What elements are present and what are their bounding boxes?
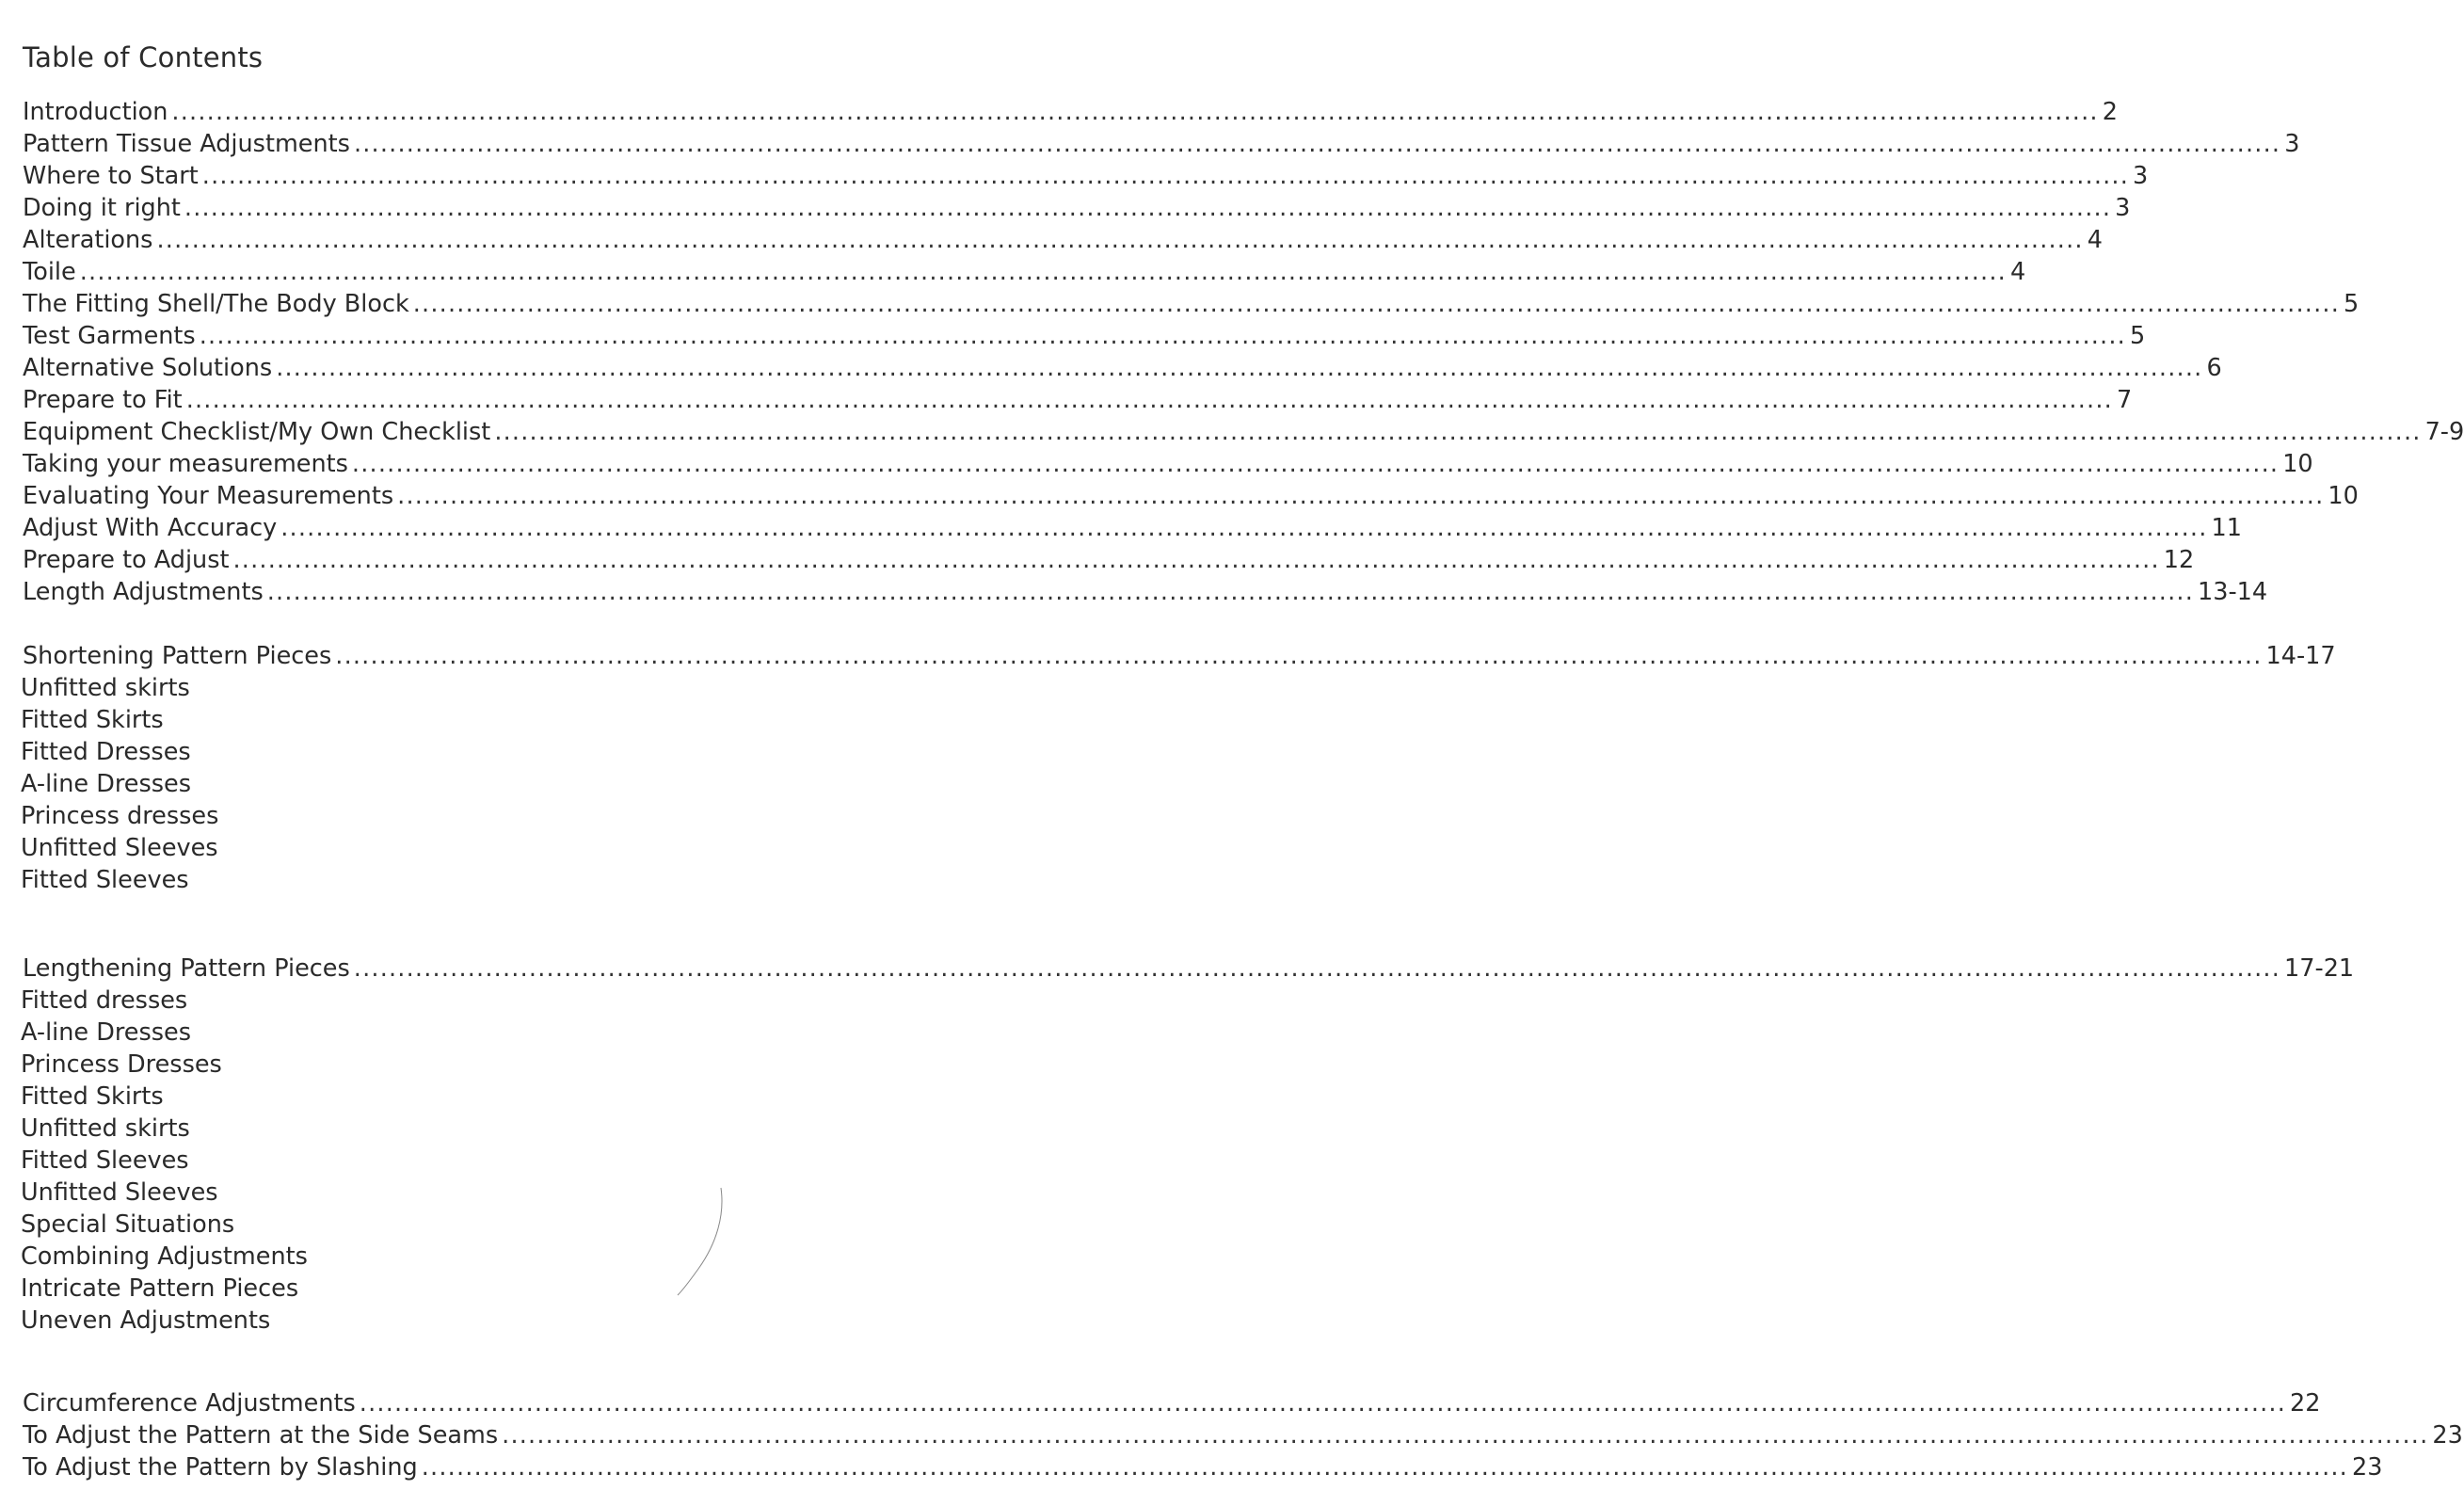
toc-leader-dots: ............................................................................................................................................................................................................................ [397,482,2325,510]
toc-entry-page: 7 [2116,386,2133,414]
toc-entry [23,289,2360,319]
toc-entry-label: Test Garments [23,322,196,350]
toc-subentry: Uneven Adjustments [21,1306,271,1335]
toc-entry-label: Lengthening Pattern Pieces [23,954,350,983]
toc-entry [23,225,2103,255]
toc-subentry: Unfitted Sleeves [21,834,218,862]
toc-entry-label: Taking your measurements [23,450,348,478]
page-title: Table of Contents [23,41,264,73]
toc-subentry: Fitted Sleeves [21,866,189,894]
toc-entry [23,129,2300,159]
toc-entry-label: To Adjust the Pattern by Slashing [23,1453,418,1482]
toc-leader-dots: ............................................................................................................................................................................................................................ [351,450,2280,478]
toc-entry-label: Where to Start [23,162,199,190]
toc-entry-page: 11 [2211,514,2242,542]
toc-entry-page: 4 [2087,226,2103,254]
toc-entry [23,257,2026,287]
toc-leader-dots: ............................................................................................................................................................................................................................ [335,642,2263,670]
toc-entry-page: 17-21 [2284,954,2355,983]
toc-leader-dots: ............................................................................................................................................................................................................................ [201,162,2130,190]
toc-entry-page: 5 [2344,290,2360,318]
toc-entry-label: To Adjust the Pattern at the Side Seams [23,1421,499,1450]
toc-entry [23,1420,2463,1450]
toc-entry [23,953,2355,984]
toc-leader-dots: ............................................................................................................................................................................................................................ [276,354,2203,382]
toc-entry-label: The Fitting Shell/The Body Block [23,290,409,318]
toc-leader-dots: ............................................................................................................................................................................................................................ [502,1421,2429,1450]
toc-leader-dots: ............................................................................................................................................................................................................................ [185,386,2113,414]
toc-subentry: Fitted Dresses [21,738,191,766]
toc-entry [23,193,2131,223]
toc-entry-label: Doing it right [23,194,181,222]
toc-entry-label: Introduction [23,98,168,126]
toc-entry [23,513,2242,543]
toc-leader-dots: ............................................................................................................................................................................................................................ [171,98,2099,126]
toc-entry [23,321,2146,351]
toc-entry-page: 3 [2133,162,2149,190]
toc-subentry: Princess Dresses [21,1050,222,1079]
toc-entry-page: 23 [2432,1421,2463,1450]
toc-entry [23,545,2195,575]
toc-subentry: A-line Dresses [21,770,192,798]
toc-entry-page: 12 [2163,546,2195,574]
toc-leader-dots: ............................................................................................................................................................................................................................ [79,258,2007,286]
toc-entry-page: 3 [2284,130,2300,158]
toc-leader-dots: ............................................................................................................................................................................................................................ [232,546,2160,574]
toc-entry-label: Equipment Checklist/My Own Checklist [23,418,491,446]
toc-subentry: Intricate Pattern Pieces [21,1274,299,1303]
toc-entry [23,641,2336,671]
toc-leader-dots: ............................................................................................................................................................................................................................ [494,418,2422,446]
toc-entry [23,449,2313,479]
toc-entry-page: 23 [2352,1453,2383,1482]
toc-entry-page: 6 [2206,354,2222,382]
toc-entry [23,97,2118,127]
toc-entry-page: 10 [2328,482,2359,510]
scan-scratch-mark [659,1186,734,1299]
toc-entry-page: 14-17 [2265,642,2336,670]
toc-entry-label: Prepare to Fit [23,386,183,414]
toc-entry-page: 4 [2009,258,2026,286]
toc-subentry: Combining Adjustments [21,1242,308,1271]
toc-entry-page: 5 [2129,322,2146,350]
toc-leader-dots: ............................................................................................................................................................................................................................ [353,954,2281,983]
toc-entry [23,417,2464,447]
toc-entry-page: 13-14 [2198,578,2268,606]
toc-leader-dots: ............................................................................................................................................................................................................................ [156,226,2084,254]
toc-entry [23,385,2133,415]
toc-entry-page: 22 [2290,1389,2321,1418]
toc-entry-label: Adjust With Accuracy [23,514,278,542]
toc-subentry: Fitted Skirts [21,1082,164,1111]
toc-leader-dots: ............................................................................................................................................................................................................................ [266,578,2195,606]
toc-subentry: Fitted Skirts [21,706,164,734]
toc-entry-label: Length Adjustments [23,578,264,606]
toc-leader-dots: ............................................................................................................................................................................................................................ [412,290,2341,318]
toc-entry-label: Alternative Solutions [23,354,273,382]
toc-entry [23,1388,2321,1418]
toc-entry-label: Shortening Pattern Pieces [23,642,332,670]
toc-leader-dots: ............................................................................................................................................................................................................................ [353,130,2281,158]
toc-entry-label: Pattern Tissue Adjustments [23,130,350,158]
toc-subentry: A-line Dresses [21,1018,192,1047]
toc-leader-dots: ............................................................................................................................................................................................................................ [359,1389,2287,1418]
toc-leader-dots: ............................................................................................................................................................................................................................ [199,322,2126,350]
toc-entry [23,481,2359,511]
toc-entry-label: Alterations [23,226,153,254]
toc-entry-label: Toile [23,258,76,286]
toc-entry-label: Prepare to Adjust [23,546,230,574]
toc-subentry: Fitted dresses [21,986,188,1015]
toc-subentry: Special Situations [21,1210,235,1239]
toc-entry-page: 3 [2115,194,2131,222]
toc-entry [23,1452,2383,1482]
toc-entry-label: Circumference Adjustments [23,1389,356,1418]
toc-subentry: Unfitted Sleeves [21,1178,218,1207]
toc-entry [23,353,2222,383]
toc-entry-label: Evaluating Your Measurements [23,482,394,510]
toc-entry-page: 10 [2282,450,2313,478]
toc-entry [23,577,2268,607]
toc-entry [23,161,2149,191]
toc-entry-page: 7-9 [2424,418,2464,446]
toc-subentry: Unfitted skirts [21,674,190,702]
toc-subentry: Fitted Sleeves [21,1146,189,1175]
toc-subentry: Princess dresses [21,802,219,830]
toc-leader-dots: ............................................................................................................................................................................................................................ [184,194,2112,222]
toc-leader-dots: ............................................................................................................................................................................................................................ [421,1453,2348,1482]
toc-leader-dots: ............................................................................................................................................................................................................................ [280,514,2208,542]
toc-entry-page: 2 [2102,98,2118,126]
toc-subentry: Unfitted skirts [21,1114,190,1143]
